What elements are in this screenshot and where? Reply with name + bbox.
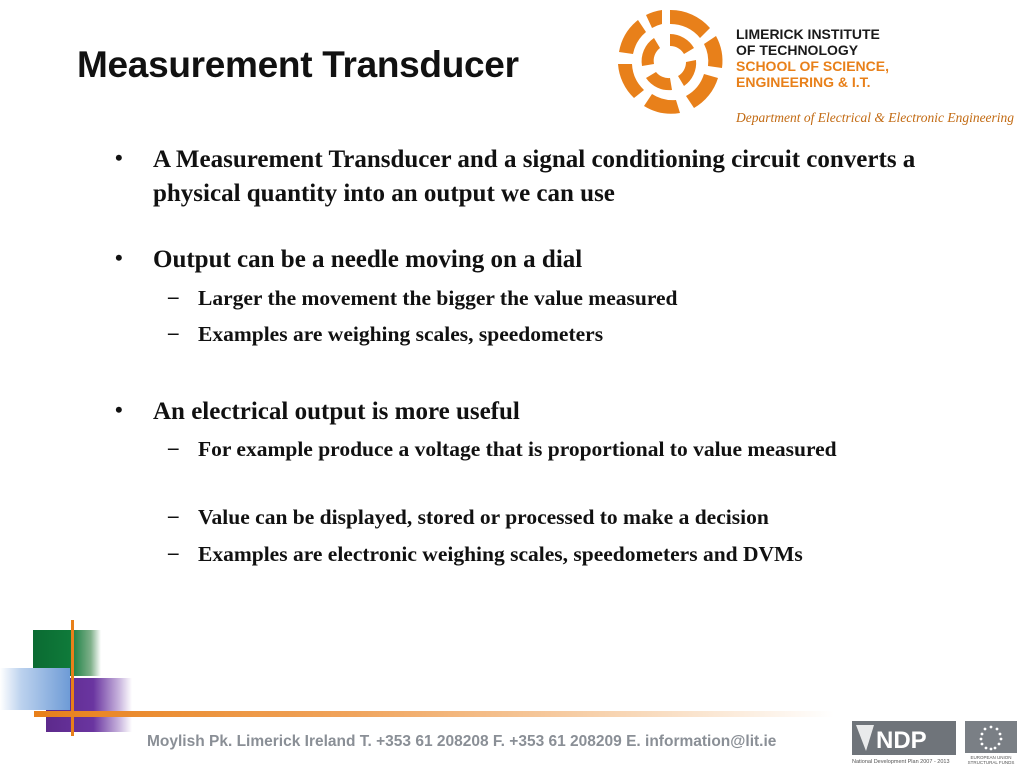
logo-line-2: OF TECHNOLOGY <box>736 42 859 58</box>
bullet-marker: • <box>115 245 123 270</box>
slide-title: Measurement Transducer <box>77 44 519 85</box>
ndp-logo-icon <box>852 721 956 765</box>
decor-blue-square <box>0 668 70 710</box>
bullet-2-sub-1: Larger the movement the bigger the value measured <box>198 286 678 310</box>
department-name: Department of Electrical & Electronic Engineering <box>736 110 1015 125</box>
sub-bullet-marker: – <box>168 284 179 308</box>
ndp-label: NDP <box>876 727 927 754</box>
footer-contact: Moylish Pk. Limerick Ireland T. +353 61 208208 F. +353 61 208209 E. information@lit.ie <box>147 733 777 750</box>
bullet-2: Output can be a needle moving on a dial <box>153 246 583 273</box>
bullet-3-sub-1: For example produce a voltage that is proportional to value measured <box>198 437 837 461</box>
ndp-caption: National Development Plan 2007 - 2013 <box>852 759 950 765</box>
bullet-1: A Measurement Transducer and a signal conditioning circuit converts a physical quantity into an output we can use <box>153 146 916 207</box>
bullet-3-sub-3: Examples are electronic weighing scales, speedometers and DVMs <box>198 542 803 566</box>
bullet-marker: • <box>115 145 123 170</box>
logo-line-4: ENGINEERING & I.T. <box>736 74 871 90</box>
eu-caption-1: EUROPEAN UNION <box>970 755 1012 760</box>
lit-logo-icon <box>614 6 726 118</box>
bullet-3: An electrical output is more useful <box>153 398 520 425</box>
sub-bullet-marker: – <box>168 435 179 459</box>
eu-caption-2: STRUCTURAL FUNDS <box>967 760 1015 765</box>
sub-bullet-marker: – <box>168 503 179 527</box>
bullet-2-sub-2: Examples are weighing scales, speedometers <box>198 322 604 346</box>
logo-text <box>736 26 889 90</box>
eu-flag-icon <box>965 721 1017 765</box>
logo-line-3: SCHOOL OF SCIENCE, <box>736 58 889 74</box>
sub-bullet-marker: – <box>168 320 179 344</box>
decor-vertical-line <box>71 620 74 736</box>
bullet-marker: • <box>115 397 123 422</box>
bullet-3-sub-2: Value can be displayed, stored or processed to make a decision <box>198 505 769 529</box>
sub-bullet-marker: – <box>168 540 179 564</box>
logo-line-1: LIMERICK INSTITUTE <box>736 26 880 42</box>
decor-horizontal-line <box>34 711 834 717</box>
